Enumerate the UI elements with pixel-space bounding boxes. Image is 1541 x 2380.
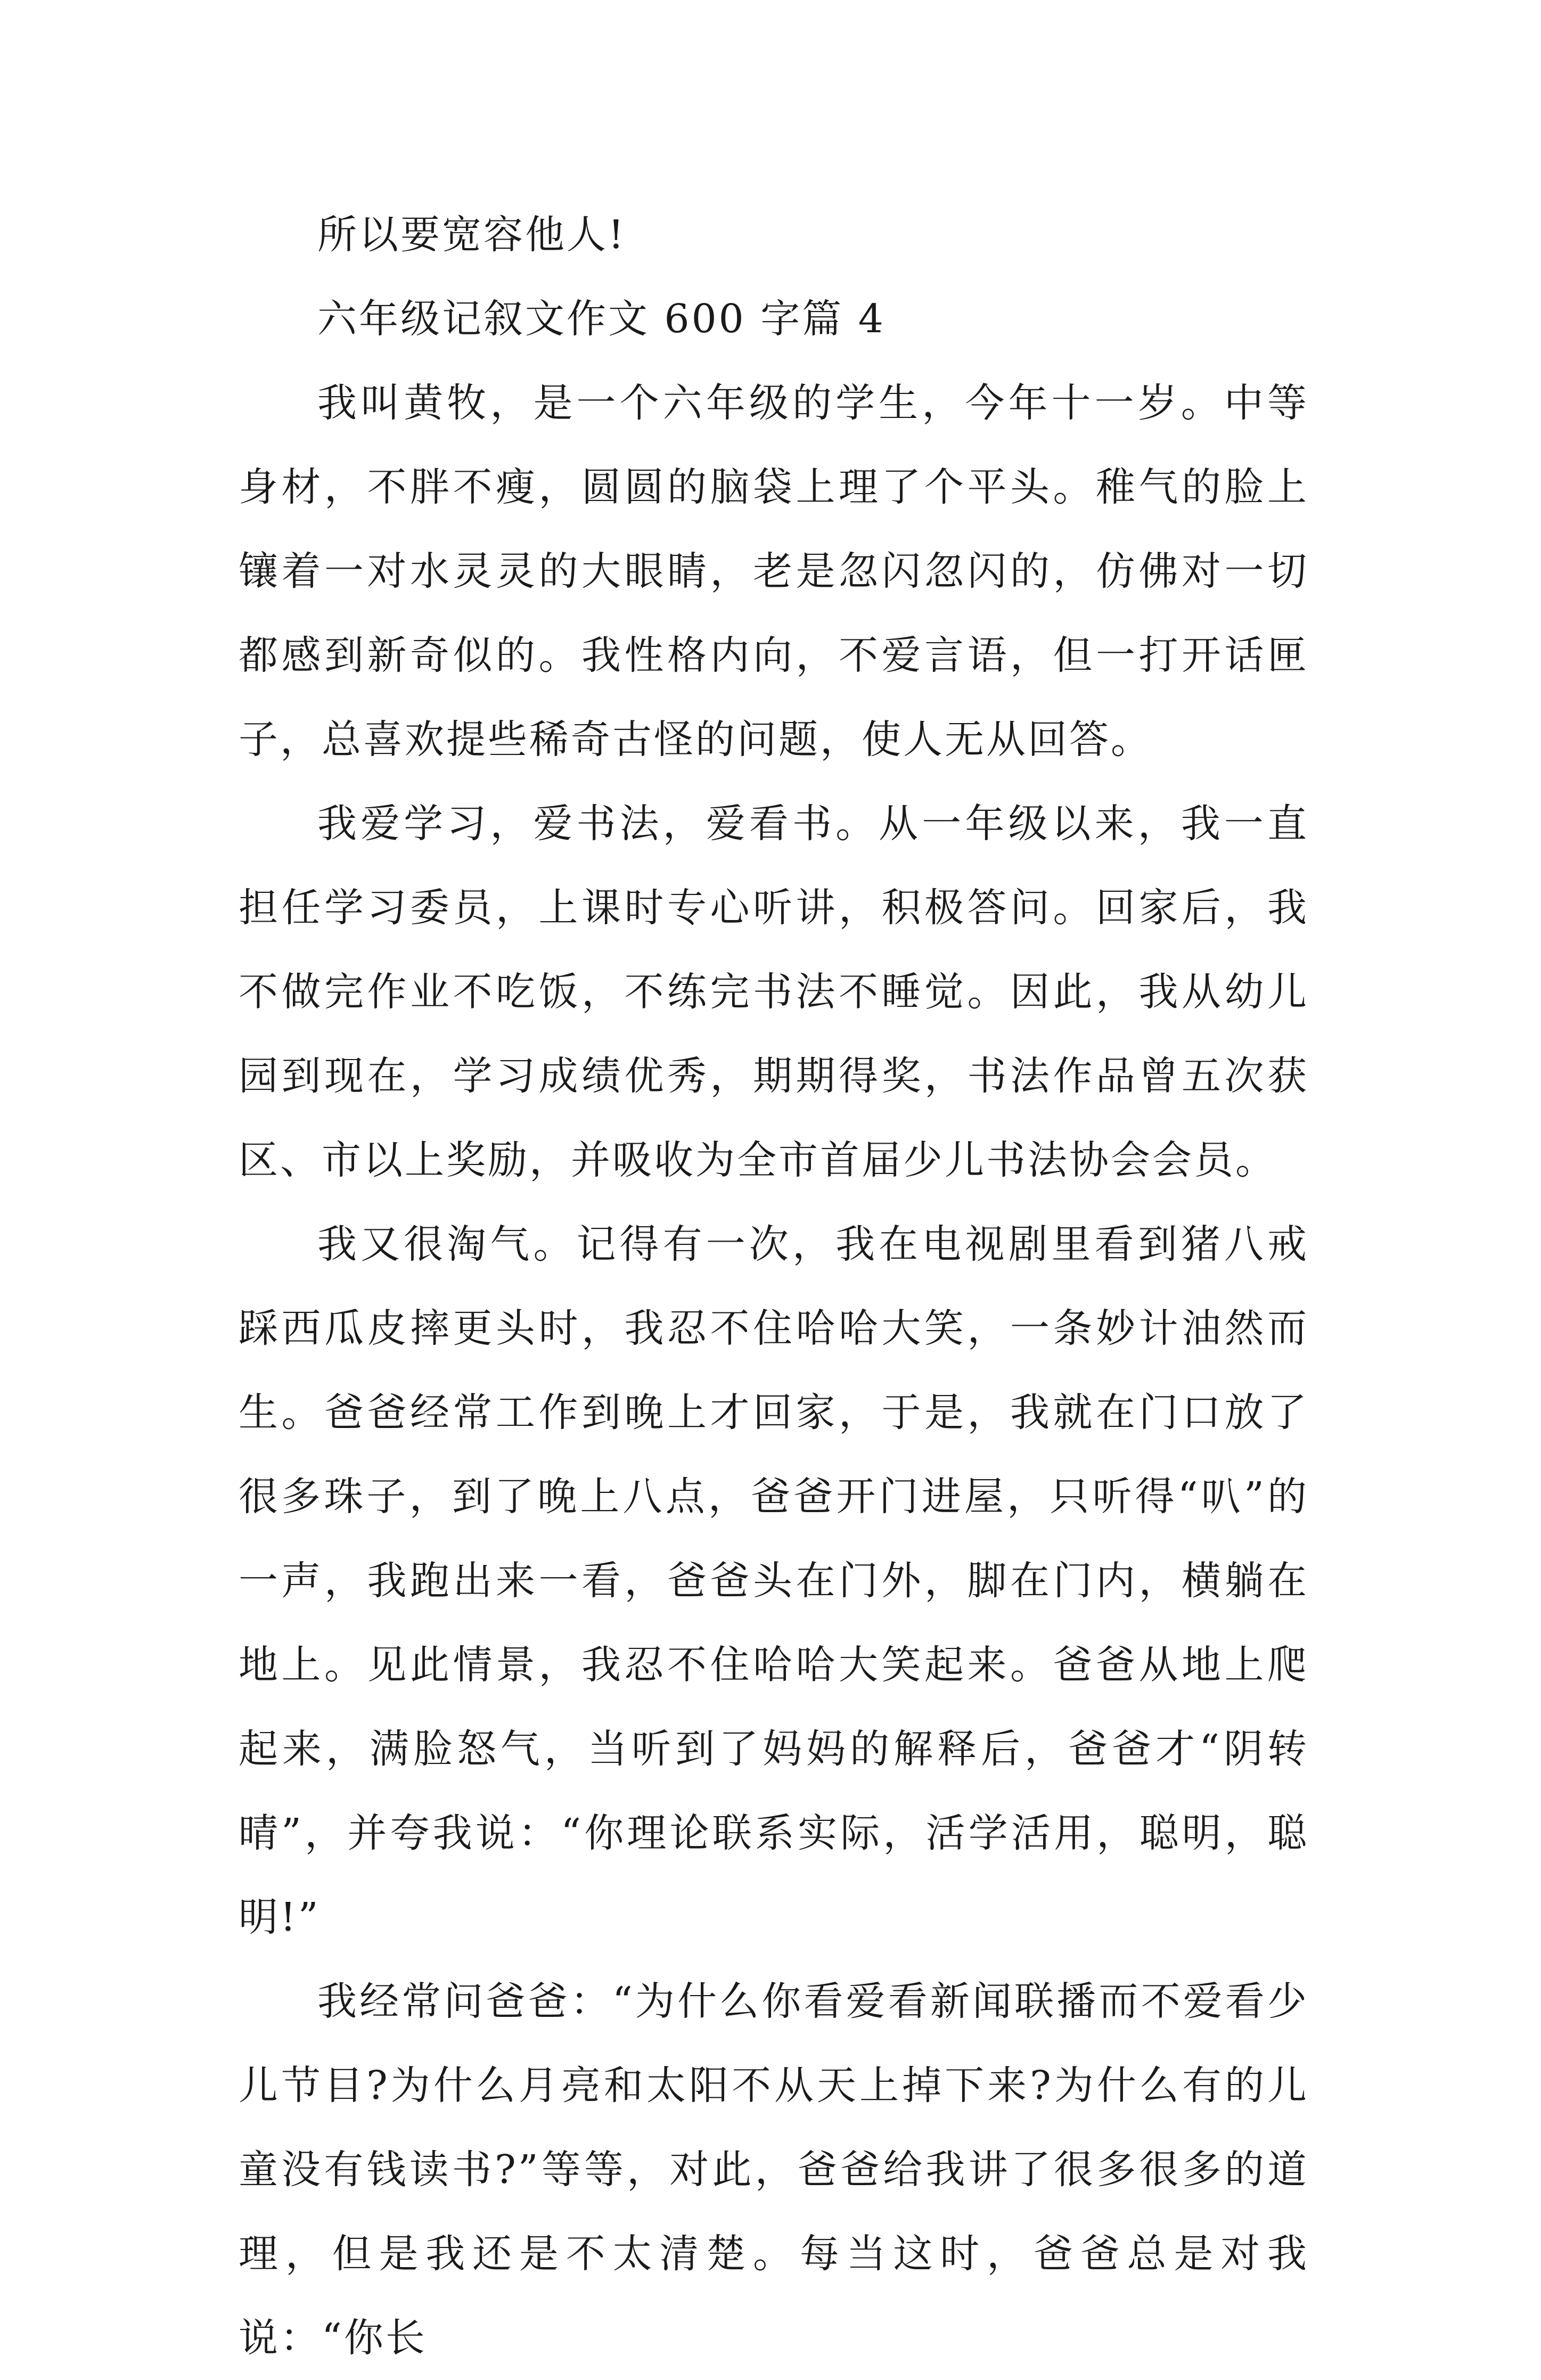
document-body [239,193,1309,2380]
paragraph-closing-line: 所以要宽容他人! [317,212,626,258]
paragraph-naughty: 我又很淘气。记得有一次，我在电视剧里看到猪八戒踩西瓜皮摔更头时，我忍不住哈哈大笑，一条妙计油然而生。爸爸经常工作到晚上才回家，于是，我就在门口放了很多珠子，到了晚上八点，爸爸开门进屋，只听得“叭”的一声，我跑出来一看，爸爸头在门外，脚在门内，横躺在地上。见此情景，我忍不住哈哈大笑起来。爸爸从地上爬起来，满脸怒气，当听到了妈妈的解释后，爸爸才“阴转晴”，并夸我说：“你理论联系实际，活学活用，聪明，聪明!” [239,1221,1309,1940]
paragraph-study: 我爱学习，爱书法，爱看书。从一年级以来，我一直担任学习委员，上课时专心听讲，积极答问。回家后，我不做完作业不吃饭，不练完书法不睡觉。因此，我从幼儿园到现在，学习成绩优秀，期期得奖，书法作品曾五次获区、市以上奖励，并吸收为全市首届少儿书法协会会员。 [239,801,1309,1183]
paragraph-self-intro: 我叫黄牧，是一个六年级的学生，今年十一岁。中等身材，不胖不瘦，圆圆的脑袋上理了个平头。稚气的脸上镶着一对水灵灵的大眼睛，老是忽闪忽闪的，仿佛对一切都感到新奇似的。我性格内向，不爱言语，但一打开话匣子，总喜欢提些稀奇古怪的问题，使人无从回答。 [239,380,1309,762]
essay-heading: 六年级记叙文作文 600 字篇 4 [317,296,886,342]
paragraph-questions: 我经常问爸爸：“为什么你看爱看新闻联播而不爱看少儿节目?为什么月亮和太阳不从天上掉下来?为什么有的儿童没有钱读书?”等等，对此，爸爸给我讲了很多很多的道理，但是我还是不太清楚。每当这时，爸爸总是对我说：“你长 [239,1979,1309,2361]
